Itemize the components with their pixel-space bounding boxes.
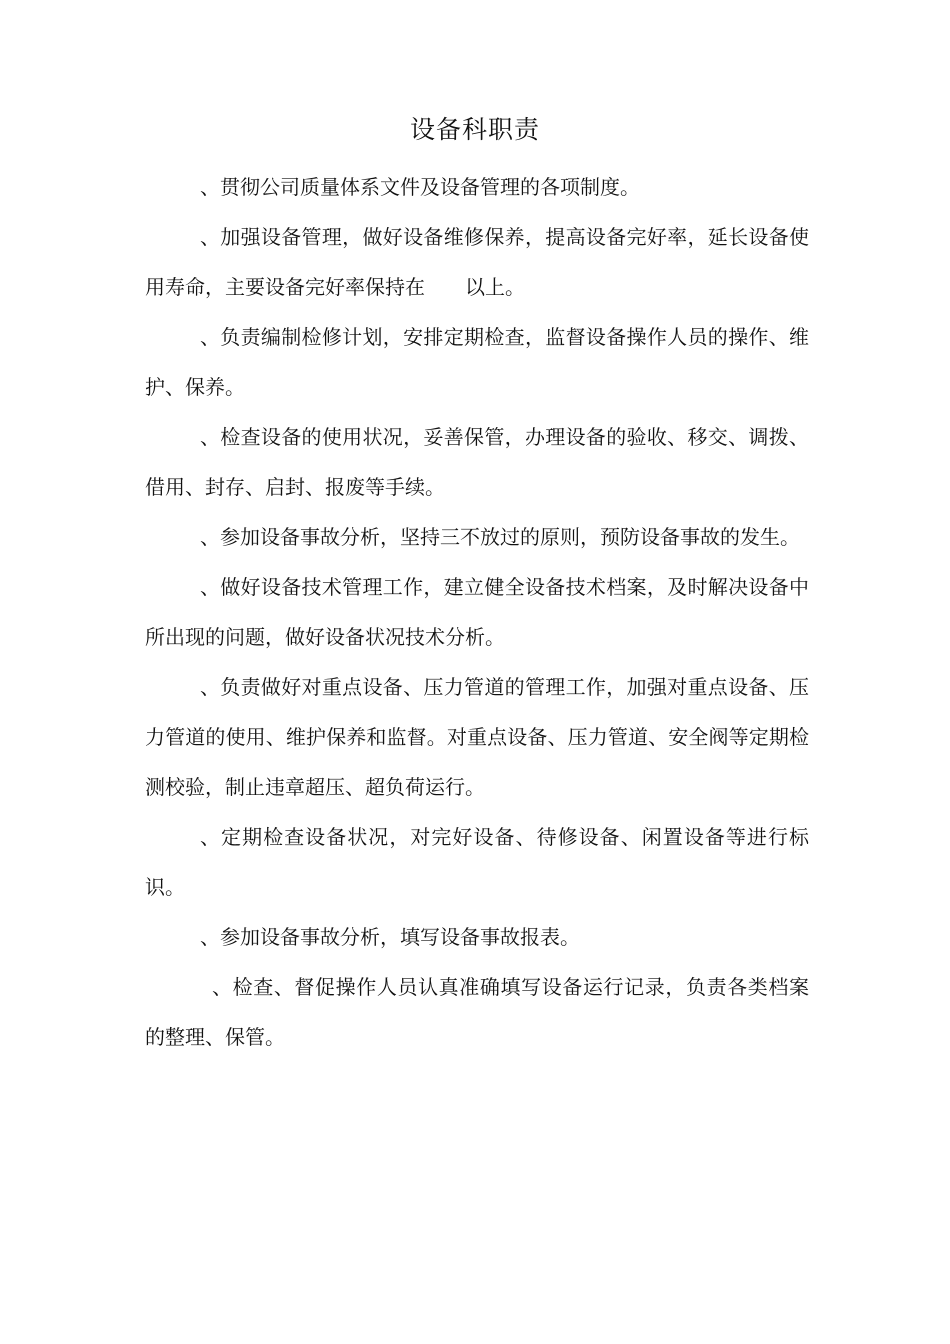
- document-title: 设备科职责: [409, 115, 540, 144]
- duty-paragraph-2: [145, 212, 809, 312]
- duty-paragraph-8: 、定期检查设备状况，对完好设备、待修设备、闲置设备等进行标识。: [145, 825, 809, 899]
- duty-paragraph-2-text: 、加强设备管理，做好设备维修保养，提高设备完好率，延长设备使用寿命，主要设备完好率保持在: [145, 225, 809, 299]
- duty-paragraph-3: 、负责编制检修计划，安排定期检查，监督设备操作人员的操作、维护、保养。: [145, 325, 809, 399]
- duty-paragraph-6: 、做好设备技术管理工作，建立健全设备技术档案，及时解决设备中所出现的问题，做好设备状况技术分析。: [145, 575, 809, 649]
- duty-paragraph-9: 、参加设备事故分析，填写设备事故报表。: [200, 925, 580, 949]
- duty-paragraph-5: 、参加设备事故分析，坚持三不放过的原则，预防设备事故的发生。: [200, 525, 800, 549]
- duty-paragraph-4: 、检查设备的使用状况，妥善保管，办理设备的验收、移交、调拨、借用、封存、启封、报废等手续。: [145, 425, 809, 499]
- document-body: [145, 162, 809, 1062]
- duty-paragraph-1: 、贯彻公司质量体系文件及设备管理的各项制度。: [200, 175, 640, 199]
- duty-paragraph-2-end: 以上。: [465, 275, 525, 299]
- duty-paragraph-7: 、负责做好对重点设备、压力管道的管理工作，加强对重点设备、压力管道的使用、维护保养和监督。对重点设备、压力管道、安全阀等定期检测校验，制止违章超压、超负荷运行。: [145, 675, 809, 799]
- duty-paragraph-10: 、检查、督促操作人员认真准确填写设备运行记录，负责各类档案的整理、保管。: [145, 975, 809, 1049]
